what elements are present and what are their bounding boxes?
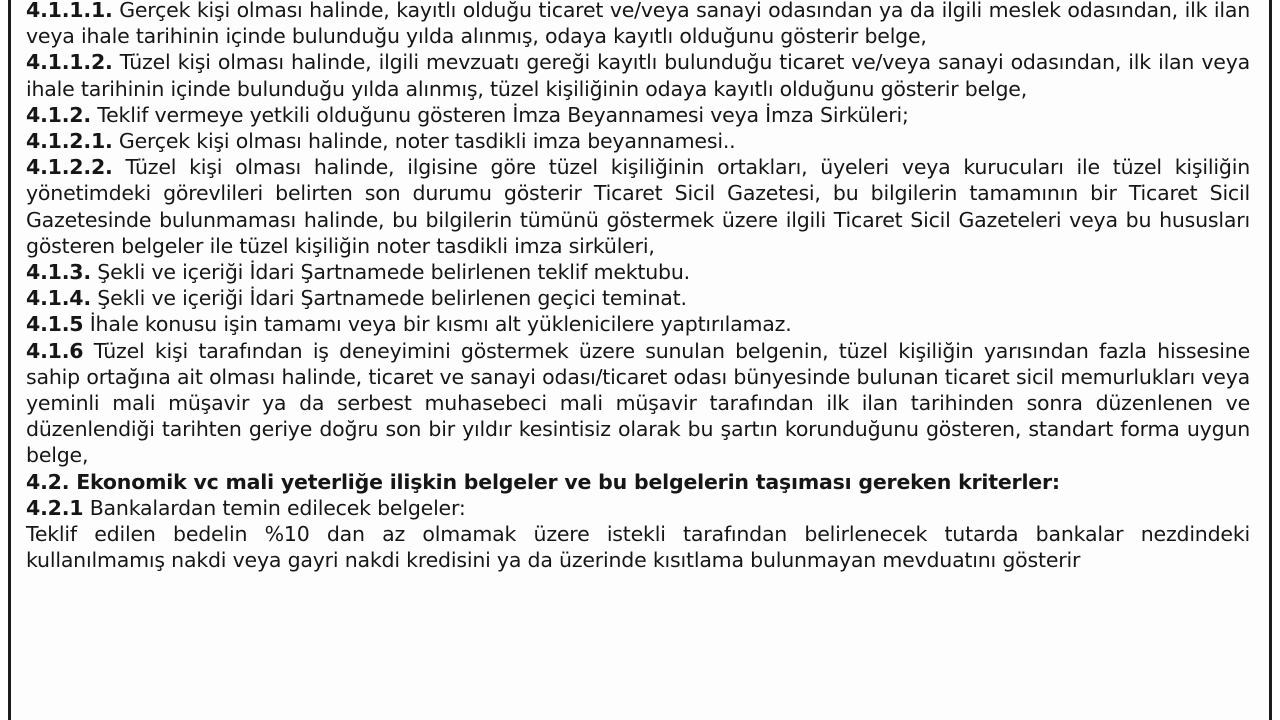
clause-text: Tüzel kişi tarafından iş deneyimini göstermek üzere sunulan belgenin, tüzel kişiliğin yarısından fazla hissesine sahip ortağına ait olması halinde, ticaret ve sanayi odası/ticaret odası bünyesinde bulunan ticaret sicil memurlukları veya yeminli mali müşavir ya da serbest muhasebeci mali müşavir tarafından ilk ilan tarihinden sonra düzenlenen ve düzenlendiği tarihten geriye doğru son bir yıldır kesintisiz olarak bu şartın korunduğunu gösteren, standart forma uygun belge, (26, 338, 1250, 468)
clause-4-1-1-2 (26, 49, 1250, 101)
clause-text: Şekli ve içeriği İdari Şartnamede belirlenen geçici teminat. (90, 286, 687, 311)
clause-text: Şekli ve içeriği İdari Şartnamede belirlenen teklif mektubu. (90, 260, 690, 285)
clause-number: 4.1.2. (26, 102, 91, 127)
clause-4-1-2-1 (26, 128, 1250, 154)
clause-4-1-6 (26, 338, 1250, 469)
clause-number: 4.1.5 (26, 312, 84, 337)
section-heading-4-2: 4.2. Ekonomik vc mali yeterliğe ilişkin belgeler ve bu belgelerin taşıması gereken kriterler: (26, 469, 1060, 494)
clause-text: Bankalardan temin edilecek belgeler: (83, 495, 466, 520)
clause-number: 4.1.2.2. (26, 155, 113, 180)
clause-text: Tüzel kişi olması halinde, ilgili mevzuatı gereği kayıtlı bulunduğu ticaret ve/veya sanayi odasından, ilk ilan veya ihale tarihinin içinde bulunduğu yılda alınmış, tüzel kişiliğinin odaya kayıtlı olduğunu gösterir belge, (26, 50, 1250, 101)
document-body (26, 0, 1250, 573)
clause-text: Gerçek kişi olması halinde, noter tasdikli imza beyannamesi.. (112, 129, 736, 154)
left-border-line (8, 0, 11, 720)
clause-4-1-3 (26, 259, 1250, 285)
clause-number: 4.1.2.1. (26, 129, 113, 154)
clause-text: İhale konusu işin tamamı veya bir kısmı alt yüklenicilere yaptırılamaz. (83, 312, 792, 337)
clause-text: Gerçek kişi olması halinde, kayıtlı olduğu ticaret ve/veya sanayi odasından ya da ilgili meslek odasından, ilk ilan veya ihale tarihinin içinde bulunduğu yılda alınmış, odaya kayıtlı olduğunu gösterir belge, (26, 0, 1250, 49)
clause-number: 4.2.1 (26, 495, 84, 520)
clause-text: Teklif vermeye yetkili olduğunu gösteren İmza Beyannamesi veya İmza Sirküleri; (90, 102, 909, 127)
clause-number: 4.1.3. (26, 260, 91, 285)
clause-4-1-4 (26, 285, 1250, 311)
clause-text: Tüzel kişi olması halinde, ilgisine göre tüzel kişiliğinin ortakları, üyeleri veya kurucuları ile tüzel kişiliğin yönetimdeki görevlileri belirten son durumu gösterir Ticaret Sicil Gazetesi, bu bilgilerin tamamının bir Ticaret Sicil Gazetesinde bulunmaması halinde, bu bilgilerin tümünü göstermek üzere ilgili Ticaret Sicil Gazeteleri veya bu hususları gösteren belgeler ile tüzel kişiliğin noter tasdikli imza sirküleri, (26, 155, 1250, 258)
clause-4-1-2-2 (26, 154, 1250, 259)
clause-4-2-1 (26, 495, 1250, 521)
body-paragraph: Teklif edilen bedelin %10 dan az olmamak üzere istekli tarafından belirlenecek tutarda bankalar nezdindeki kullanılmamış nakdi veya gayri nakdi kredisini ya da üzerinde kısıtlama bulunmayan mevduatını gösterir (26, 522, 1250, 573)
clause-4-1-2 (26, 102, 1250, 128)
clause-4-1-5 (26, 311, 1250, 337)
clause-number: 4.1.1.1. (26, 0, 113, 22)
clause-number: 4.1.4. (26, 286, 91, 311)
clause-number: 4.1.1.2. (26, 50, 113, 75)
clause-4-1-1-1 (26, 0, 1250, 49)
right-border-line (1269, 0, 1272, 720)
clause-number: 4.1.6 (26, 338, 84, 363)
